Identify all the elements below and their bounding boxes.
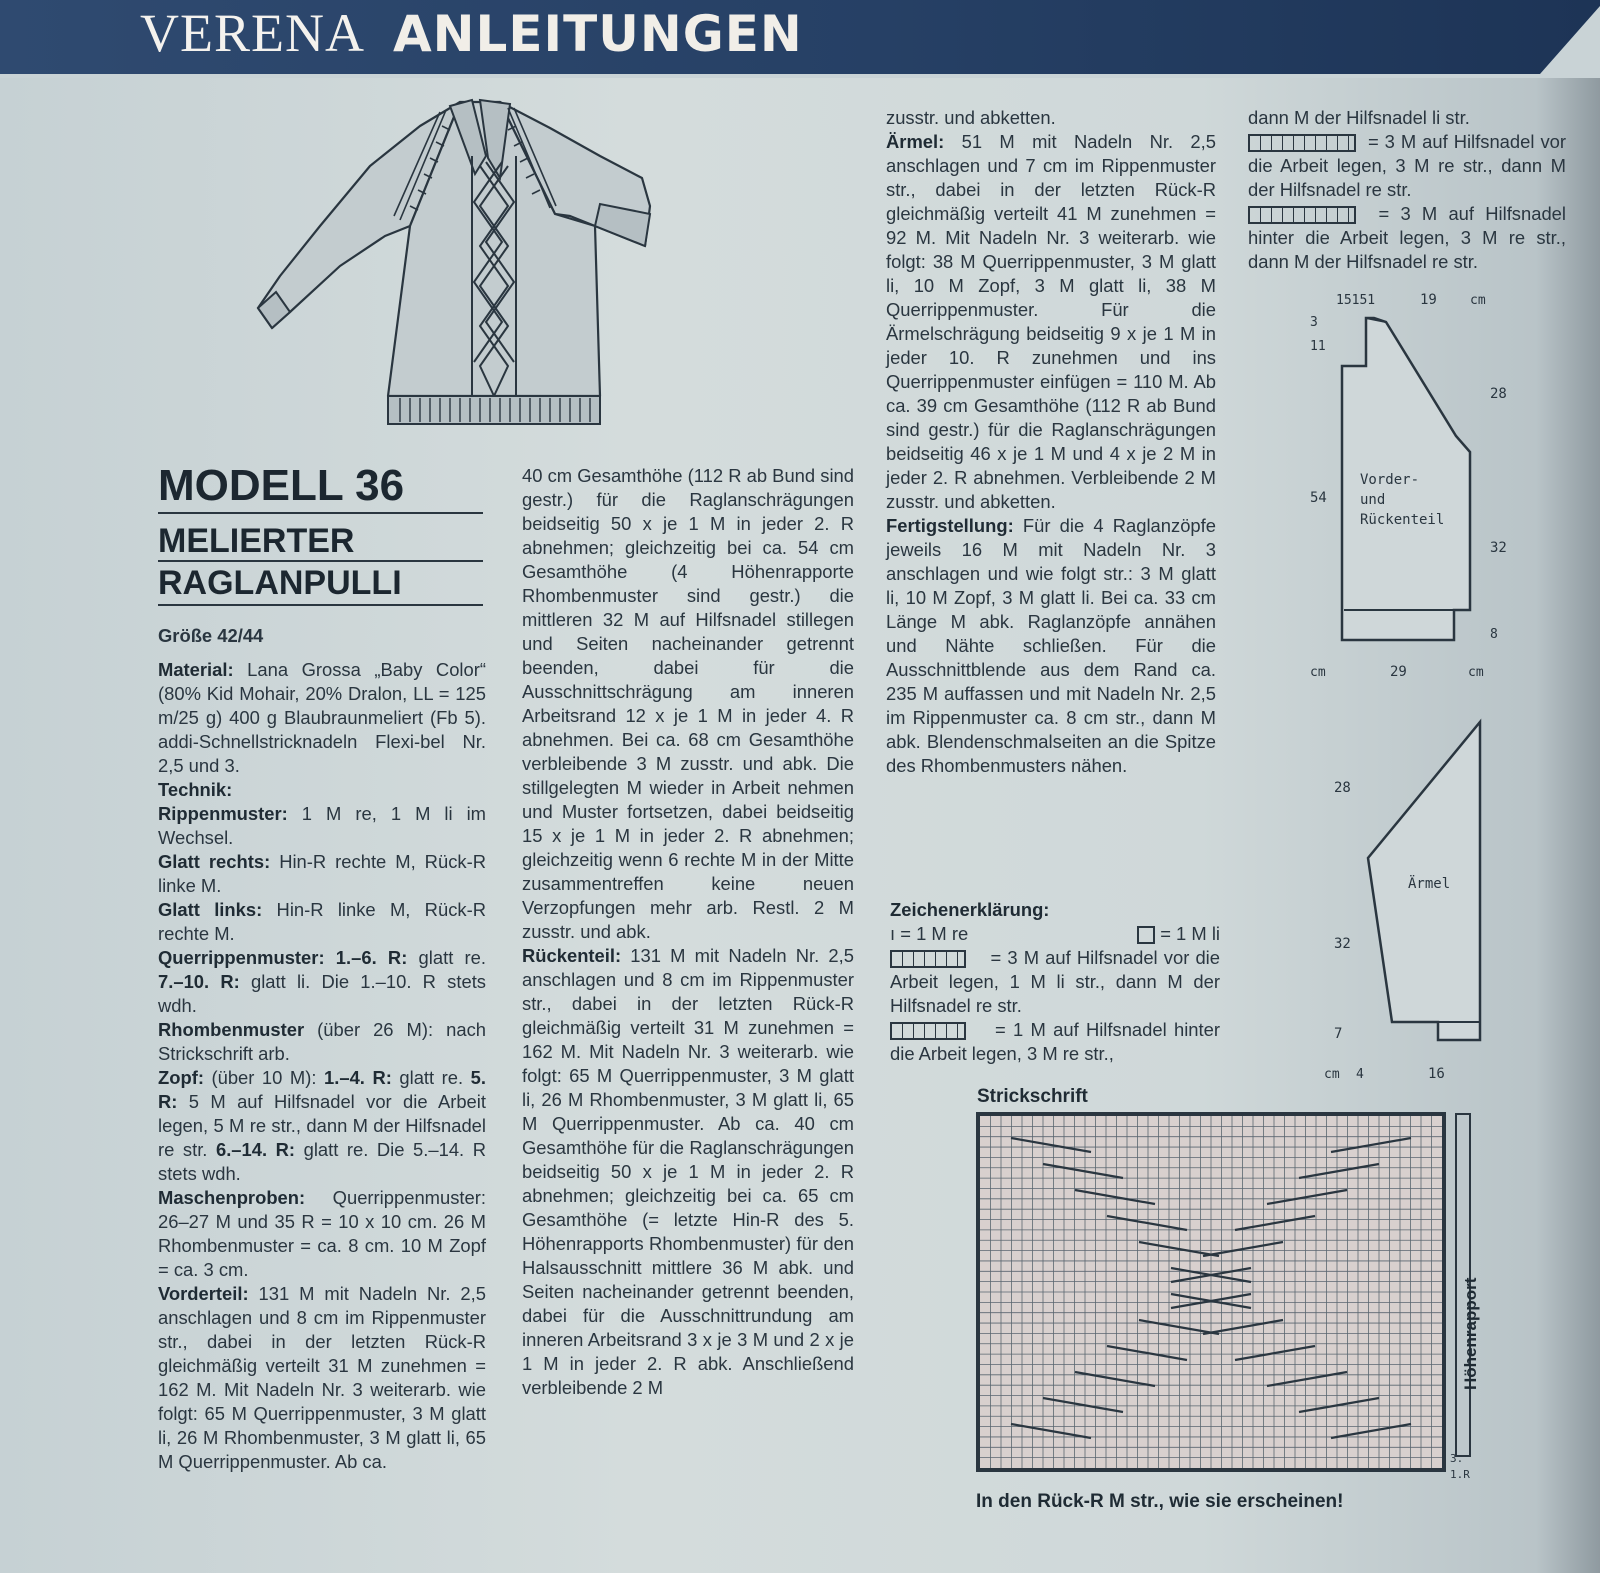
size-line: Größe 42/44 <box>158 625 264 646</box>
legend-cross1-b: vor die Arbeit legen, 1 M li str., dann M der Hilfsnadel re str. <box>890 947 1220 1016</box>
legend-cross3-b: vor die Arbeit legen, 3 M re str., dann M der Hilfsnadel re str. <box>1248 131 1566 200</box>
legend-cross2-a: = 1 M auf Hilfsnadel <box>995 1019 1167 1040</box>
rueck-text: 131 M mit Nadeln Nr. 2,5 anschlagen und 8 cm im Rippenmuster str., dabei in der letzten Rück-R gleichmäßig verteilt 31 M zunehmen = 162 M. Mit Nadeln Nr. 3 weiterarb. wie folgt: 65 M Querrippenmuster, 3 M glatt li, 26 M Rhombenmuster, 3 M glatt li, 65 M Querrippenmuster. Ab ca. 40 cm Gesamthöhe für die Raglanschrägungen beidseitig 50 x je 1 M in jeder 2. R abnehmen; gleichzeitig bei ca. 65 cm Gesamthöhe (= letzte Hin-R des 5. Höhenrapports Rhombenmuster) für den Halsausschnitt mittlere 36 M abk. und Seiten nacheinander getrennt beenden, dabei für die Ausschnittrundung am inneren Arbeitsrand 3 x je 3 M und 2 x je 1 M in jeder 2. R abk. Anschließend verbleibende 2 M <box>522 945 854 1398</box>
body-right-32: 32 <box>1490 540 1507 556</box>
rhomben-label: Rhombenmuster <box>158 1019 305 1040</box>
body-left-54: 54 <box>1310 490 1327 506</box>
header-banner <box>0 0 1600 78</box>
aermel-paragraph <box>886 130 1216 514</box>
body-left-3: 3 <box>1310 315 1318 330</box>
glatt-li-text: Hin-R linke M, Rück-R rechte M. <box>158 899 486 944</box>
technik-heading <box>158 778 486 802</box>
glatt-re-text: Hin-R rechte M, Rück-R linke M. <box>158 851 486 896</box>
zopf-r1: 1.–4. R: <box>316 1067 392 1088</box>
brand-logo: VERENA <box>140 3 365 63</box>
legend-knit: ı = 1 M re <box>890 923 969 944</box>
column-4 <box>1248 106 1566 274</box>
legend-title: Zeichenerklärung: <box>890 899 1050 920</box>
body-bottom-29: 29 <box>1390 664 1407 680</box>
body-label-2: und <box>1360 492 1386 508</box>
rippen-text: 1 M re, 1 M li im Wechsel. <box>158 803 486 848</box>
body-schematic <box>1290 288 1530 688</box>
rippen-paragraph <box>158 802 486 850</box>
row-3-label: 3. <box>1450 1452 1464 1465</box>
rapport-label: Höhenrapport <box>1461 1277 1480 1390</box>
body-top-5s: 15151 <box>1336 293 1376 308</box>
legend-cross1-a: = 3 M auf Hilfsnadel <box>990 947 1158 968</box>
zopf-label: Zopf: <box>158 1067 204 1088</box>
fertig-text: Für die 4 Raglanzöpfe jeweils 16 M mit Nadeln Nr. 3 anschlagen und wie folgt str.: 3 M glatt li, 10 M Zopf, 3 M glatt li. Bei ca. 33 cm Länge M abk. Raglanzöpfe annähen und Nähte schließen. Für die Ausschnittblende aus dem Rand ca. 235 M auffassen und mit Nadeln Nr. 2,5 im Rippenmuster ca. 8 cm str., dann M abk. Blendenschmalseiten an die Spitze des Rhombenmusters nähen. <box>886 515 1216 776</box>
sleeve-bottom-16: 16 <box>1428 1066 1445 1082</box>
glatt-re-label: Glatt rechts: <box>158 851 271 872</box>
section-title: ANLEITUNGEN <box>392 5 803 63</box>
querr-r2: 7.–10. R: <box>158 971 240 992</box>
rhomben-paragraph <box>158 1018 486 1066</box>
zopf-r3: 6.–14. R: <box>207 1139 296 1160</box>
querr-paragraph <box>158 946 486 1018</box>
zopf-r2: 5. R: <box>158 1067 487 1112</box>
glatt-li-paragraph <box>158 898 486 946</box>
glatt-li-label: Glatt links: <box>158 899 263 920</box>
vorder-label: Vorderteil: <box>158 1283 249 1304</box>
maschen-paragraph <box>158 1186 486 1282</box>
aermel-label: Ärmel: <box>886 131 945 152</box>
cross-symbol-4-icon <box>1248 206 1356 224</box>
cross-symbol-2-icon <box>890 1022 966 1040</box>
legend-cross4-b: hinter die Arbeit legen, 3 M re str., dann M der Hilfsnadel re str. <box>1248 227 1566 272</box>
querr-t1: glatt re. <box>407 947 486 968</box>
body-top-cm: cm <box>1470 293 1486 308</box>
body-label-1: Vorder- <box>1360 472 1420 488</box>
legend-cont: dann M der Hilfsnadel li str. <box>1248 107 1470 128</box>
knitting-chart <box>970 1108 1490 1488</box>
column-2 <box>522 464 854 1400</box>
zopf-t1: (über 10 M): <box>203 1067 317 1088</box>
body-label-3: Rückenteil <box>1360 512 1445 528</box>
sleeve-left-7: 7 <box>1334 1026 1343 1042</box>
sweater-illustration <box>250 96 680 436</box>
aermel-text: 51 M mit Nadeln Nr. 2,5 anschlagen und 7 cm im Rippenmuster str., dabei in der letzten Rück-R gleichmäßig verteilt 41 M zunehmen = 92 M. Mit Nadeln Nr. 3 weiterarb. wie folgt: 38 M Querrippenmuster, 3 M glatt li, 10 M Zopf, 3 M glatt li, 38 M Querrippenmuster. Für die Ärmelschrägung beidseitig 9 x je 1 M in jeder 10. R zunehmen und ins Querrippenmuster einfügen = 110 M. Ab ca. 39 cm Gesamthöhe (112 R ab Bund sind gestr.) für die Raglanschrägungen beidseitig 46 x je 1 M und 4 x je 2 M in jeder 2. R abnehmen. Verbleibende 2 M zusstr. und abketten. <box>886 131 1216 512</box>
vorder-paragraph <box>158 1282 486 1474</box>
sleeve-label: Ärmel <box>1408 876 1451 892</box>
sleeve-schematic <box>1320 712 1540 1092</box>
material-paragraph <box>158 658 486 778</box>
legend-cross2-b: hinter die Arbeit legen, 3 M re str., <box>890 1019 1220 1064</box>
vorder-text: 131 M mit Nadeln Nr. 2,5 anschlagen und 8 cm im Rippenmuster str., dabei in der letzten Rück-R gleichmäßig verteilt 31 M zunehmen = 162 M. Mit Nadeln Nr. 3 weiterarb. wie folgt: 65 M Querrippenmuster, 3 M glatt li, 26 M Rhombenmuster, 3 M glatt li, 65 M Querrippenmuster. Ab ca. <box>158 1283 486 1472</box>
model-name-line2: RAGLANPULLI <box>158 562 483 606</box>
model-number: MODELL 36 <box>158 460 483 514</box>
chart-footer: In den Rück-R M str., wie sie erscheinen! <box>976 1491 1344 1512</box>
legend-cross3-a: = 3 M auf Hilfsnadel <box>1367 131 1535 152</box>
cross-symbol-3-icon <box>1248 134 1356 152</box>
body-left-11: 11 <box>1310 339 1326 354</box>
legend-cross4-a: = 3 M auf Hilfsnadel <box>1378 203 1566 224</box>
zopf-paragraph <box>158 1066 486 1186</box>
sleeve-bottom-cm: cm <box>1324 1067 1340 1082</box>
purl-symbol-icon <box>1137 926 1155 944</box>
body-top-19: 19 <box>1420 292 1437 308</box>
body-right-28: 28 <box>1490 386 1507 402</box>
row-1-label: 1.R <box>1450 1468 1470 1481</box>
sleeve-left-28: 28 <box>1334 780 1351 796</box>
material-label: Material: <box>158 659 234 680</box>
glatt-re-paragraph <box>158 850 486 898</box>
fertig-paragraph <box>886 514 1216 778</box>
zopf-t3: 5 M auf Hilfsnadel vor die Arbeit legen, 5 M re str., dann M der Hilfsnadel re str. <box>158 1091 486 1160</box>
body-right-8: 8 <box>1490 627 1498 642</box>
body-bottom-cm-right: cm <box>1468 665 1484 680</box>
zopf-t4: glatt re. Die 5.–14. R stets wdh. <box>158 1139 486 1184</box>
column-1 <box>158 624 486 1474</box>
banner-text <box>140 2 803 64</box>
column-3 <box>886 106 1216 778</box>
rhomben-text: (über 26 M): nach Strickschrift arb. <box>158 1019 486 1064</box>
vorder-cont: 40 cm Gesamthöhe (112 R ab Bund sind gestr.) für die Raglanschrägungen beidseitig 50 x je 1 M in jeder 2. R abnehmen; gleichzeitig bei ca. 54 cm Gesamthöhe (4 Höhenrapporte Rhombenmuster sind gestr.) die mittleren 32 M auf Hilfsnadel stillegen und Seiten nacheinander getrennt beenden, dabei für die Ausschnittschrägung am inneren Arbeitsrand 12 x je 1 M in jeder 4. R abnehmen. Bei ca. 68 cm Gesamthöhe verbleibende 3 M zusstr. und abk. Die stillgelegten M wieder in Arbeit nehmen und Muster fortsetzen, dabei beidseitig 15 x je 1 M in jeder 2. R abnehmen; gleichzeitig wenn 6 rechte M in der Mitte zusammentreffen keine neuen Verzopfungen mehr arb. Restl. 2 M zusstr. und abk. <box>522 465 854 942</box>
sleeve-left-32: 32 <box>1334 936 1351 952</box>
model-name-line1: MELIERTER <box>158 522 483 562</box>
maschen-text: Querrippenmuster: 26–27 M und 35 R = 10 x 10 cm. 26 M Rhombenmuster = ca. 8 cm. 10 M Zopf = ca. 3 cm. <box>158 1187 486 1280</box>
legend-purl: = 1 M li <box>1160 923 1220 944</box>
rippen-label: Rippenmuster: <box>158 803 288 824</box>
material-text: Lana Grossa „Baby Color“ (80% Kid Mohair, 20% Dralon, LL = 125 m/25 g) 400 g Blaubraunmeliert (Fb 5). addi-Schnellstricknadeln Flexi-bel Nr. 2,5 und 3. <box>158 659 486 776</box>
rueck-paragraph <box>522 944 854 1400</box>
body-bottom-cm-left: cm <box>1310 665 1326 680</box>
sleeve-bottom-4: 4 <box>1356 1067 1364 1082</box>
rueck-cont: zusstr. und abketten. <box>886 107 1056 128</box>
fertig-label: Fertigstellung: <box>886 515 1014 536</box>
querr-t2: glatt li. Die 1.–10. R stets wdh. <box>158 971 486 1016</box>
maschen-label: Maschenproben: <box>158 1187 306 1208</box>
technik-label: Technik: <box>158 779 233 800</box>
cross-symbol-1-icon <box>890 950 966 968</box>
querr-label: Querrippenmuster: <box>158 947 325 968</box>
chart-title: Strickschrift <box>977 1086 1088 1107</box>
legend <box>890 898 1220 1066</box>
rueck-label: Rückenteil: <box>522 945 622 966</box>
zopf-t2: glatt re. <box>391 1067 464 1088</box>
querr-r1: 1.–6. R: <box>324 947 408 968</box>
